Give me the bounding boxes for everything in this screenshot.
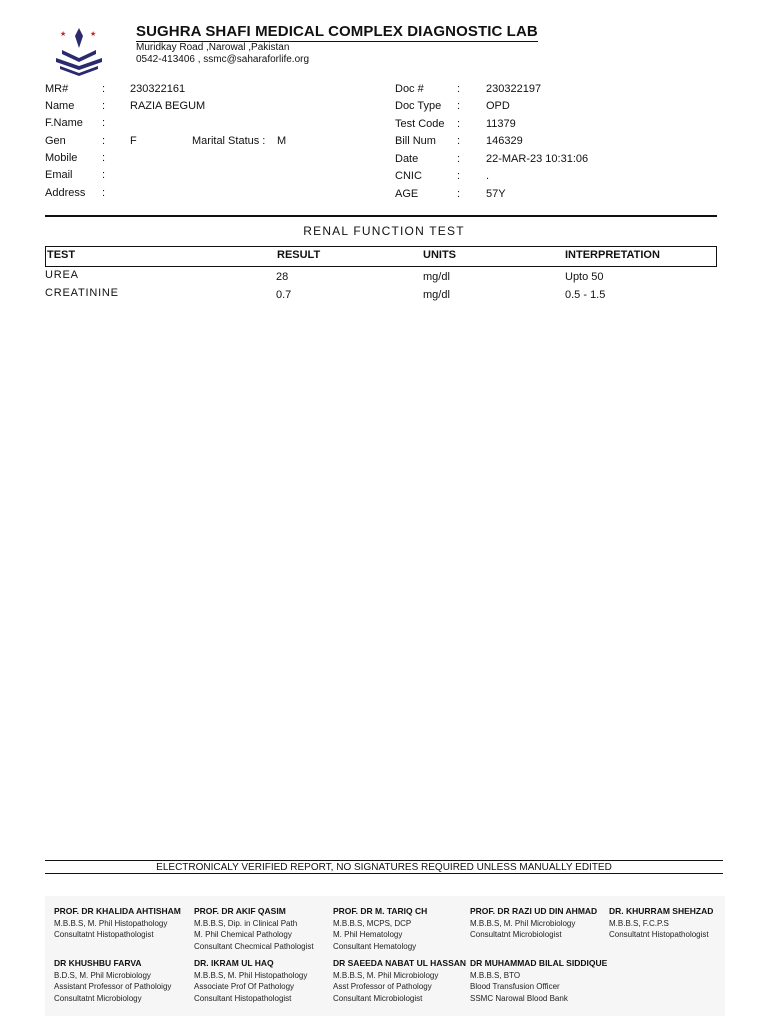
doctor-title: Consultatnt Histopathologist — [609, 930, 709, 939]
colon: : — [102, 169, 106, 181]
bill-num-label: Bill Num — [395, 135, 436, 147]
doctor-qualification: M. Phil Chemical Pathology — [194, 930, 292, 939]
doctor-card — [470, 958, 607, 1004]
doctor-name: DR MUHAMMAD BILAL SIDDIQUE — [470, 958, 608, 968]
test-name: CREATININE — [45, 287, 119, 299]
doctor-title: SSMC Narowal Blood Bank — [470, 993, 568, 1003]
patient-name: RAZIA BEGUM — [130, 100, 206, 112]
test-code-label: Test Code — [395, 118, 445, 130]
colon: : — [457, 153, 461, 165]
doctor-qualification: M.B.B.S, M. Phil Histopathology — [194, 970, 308, 980]
doctors-panel — [45, 896, 725, 1016]
colon: : — [457, 100, 461, 112]
date-value: 22-MAR-23 10:31:06 — [486, 153, 589, 165]
doctor-title: Consultant Checmical Pathologist — [194, 941, 314, 951]
doctor-card — [609, 906, 713, 941]
doc-label: Doc # — [395, 83, 424, 95]
doctor-title: Consultatnt Microbiologist — [470, 930, 562, 939]
doctor-title: Consultatnt Microbiology — [54, 993, 142, 1003]
doctor-card — [54, 906, 181, 941]
doctor-name: PROF. DR M. TARIQ CH — [333, 906, 428, 916]
header-test: TEST — [47, 249, 76, 261]
lab-contact: 0542-413406 , ssmc@saharaforlife.org — [136, 54, 310, 65]
footer-rule-bottom — [45, 873, 723, 874]
doctor-position: Asst Professor of Pathology — [333, 982, 432, 991]
doctor-qualification: M. Phil Hematology — [333, 930, 403, 939]
doc-value: 230322197 — [486, 83, 542, 95]
doc-type-value: OPD — [486, 100, 510, 112]
lab-name: SUGHRA SHAFI MEDICAL COMPLEX DIAGNOSTIC LAB — [136, 23, 538, 40]
colon: : — [102, 117, 106, 129]
doctor-name: PROF. DR RAZI UD DIN AHMAD — [470, 906, 598, 916]
doctor-title: Consultatnt Histopathologist — [54, 930, 154, 939]
test-units: mg/dl — [423, 289, 450, 301]
header-units: UNITS — [423, 249, 456, 261]
gen-label: Gen — [45, 135, 66, 147]
mobile-label: Mobile — [45, 152, 78, 164]
doctor-position: Assistant Professor of Patholoigy — [54, 982, 172, 991]
colon: : — [102, 100, 106, 112]
doctor-card — [194, 958, 307, 1004]
svg-text:★: ★ — [60, 30, 67, 38]
colon: : — [457, 135, 461, 147]
test-title: RENAL FUNCTION TEST — [303, 224, 465, 238]
doctor-name: DR. KHURRAM SHEHZAD — [609, 906, 714, 916]
test-units: mg/dl — [423, 271, 450, 283]
header-interpretation: INTERPRETATION — [565, 249, 660, 261]
doctor-card — [333, 906, 427, 952]
footer-rule-top — [45, 860, 723, 861]
mr-label: MR# — [45, 83, 69, 95]
doctor-title: Consultant Microbiologist — [333, 993, 423, 1003]
marital-label: Marital Status : — [192, 135, 266, 147]
doctor-qualification: M.B.B.S, F.C.P.S — [609, 918, 669, 928]
mr-value: 230322161 — [130, 83, 186, 95]
doctor-qualification: B.D.S, M. Phil Microbiology — [54, 970, 151, 980]
doctor-qualification: M.B.B.S, M. Phil Microbiology — [470, 918, 576, 928]
marital-value: M — [277, 135, 287, 147]
doctor-card — [54, 958, 171, 1004]
colon: : — [102, 83, 106, 95]
results-table-header — [45, 246, 717, 267]
doctor-name: PROF. DR AKIF QASIM — [194, 906, 286, 916]
colon: : — [457, 188, 461, 200]
section-divider — [45, 215, 717, 217]
colon: : — [457, 83, 461, 95]
doctor-name: PROF. DR KHALIDA AHTISHAM — [54, 906, 181, 916]
doctor-qualification: M.B.B.S, MCPS, DCP — [333, 918, 412, 928]
colon: : — [457, 118, 461, 130]
cnic-label: CNIC — [395, 170, 422, 182]
age-label: AGE — [395, 188, 419, 200]
test-name: UREA — [45, 269, 79, 281]
svg-text:★: ★ — [90, 30, 97, 38]
bill-num-value: 146329 — [486, 135, 523, 147]
doctor-position: Blood Transfusion Officer — [470, 982, 560, 991]
gen-value: F — [130, 135, 137, 147]
header-result: RESULT — [277, 249, 321, 261]
colon: : — [457, 170, 461, 182]
cnic-value: . — [486, 170, 490, 182]
doc-type-label: Doc Type — [395, 100, 442, 112]
doctor-position: Associate Prof Of Pathology — [194, 982, 295, 991]
lab-address: Muridkay Road ,Narowal ,Pakistan — [136, 42, 290, 53]
doctor-title: Consultant Histopathologist — [194, 993, 292, 1003]
doctor-name: DR KHUSHBU FARVA — [54, 958, 142, 968]
colon: : — [102, 152, 106, 164]
test-result: 0.7 — [276, 289, 292, 301]
doctor-card — [470, 906, 597, 941]
test-result: 28 — [276, 271, 289, 283]
colon: : — [102, 187, 106, 199]
doctor-name: DR. IKRAM UL HAQ — [194, 958, 274, 968]
test-interpretation: 0.5 - 1.5 — [565, 289, 606, 301]
colon: : — [102, 135, 106, 147]
doctor-qualification: M.B.B.S, M. Phil Microbiology — [333, 970, 439, 980]
age-value: 57Y — [486, 188, 506, 200]
doctor-title: Consultant Hematology — [333, 941, 417, 951]
doctor-name: DR SAEEDA NABAT UL HASSAN — [333, 958, 467, 968]
doctor-card — [333, 958, 466, 1004]
test-code-value: 11379 — [486, 118, 516, 130]
date-label: Date — [395, 153, 419, 165]
email-label: Email — [45, 169, 73, 181]
lab-logo — [50, 22, 108, 76]
fname-label: F.Name — [45, 117, 83, 129]
doctor-qualification: M.B.B.S, Dip. in Clinical Path — [194, 918, 298, 928]
doctor-qualification: M.B.B.S, M. Phil Histopathology — [54, 918, 168, 928]
doctor-qualification: M.B.B.S, BTO — [470, 970, 521, 980]
doctor-card — [194, 906, 314, 952]
test-interpretation: Upto 50 — [565, 271, 604, 283]
address-label: Address — [45, 187, 86, 199]
verification-note: ELECTRONICALY VERIFIED REPORT, NO SIGNATURES REQUIRED UNLESS MANUALLY EDITED — [156, 862, 612, 873]
name-label: Name — [45, 100, 75, 112]
